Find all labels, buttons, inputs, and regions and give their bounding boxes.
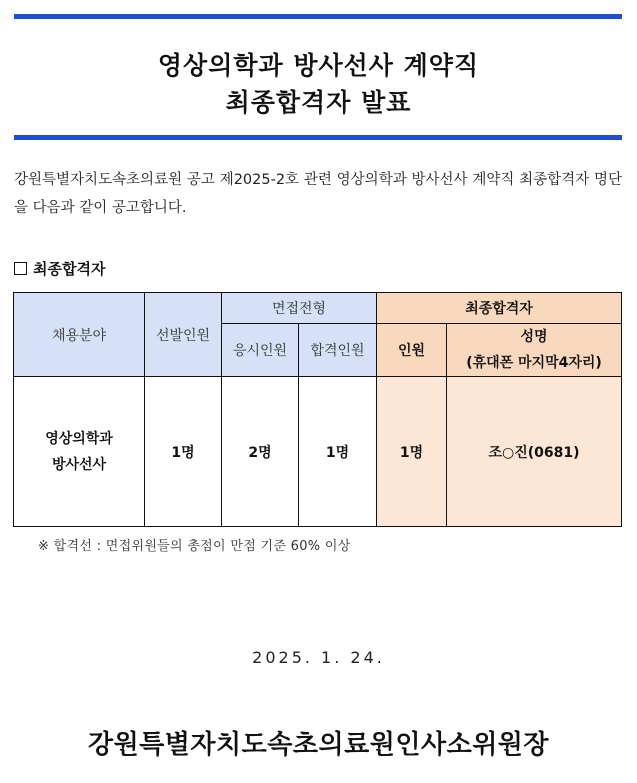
header-field: 채용분야 (14, 293, 145, 377)
title-bottom-rule (14, 135, 622, 140)
header-name (447, 324, 622, 377)
issuer-signature: 강원특별자치도속초의료원인사소위원장 (87, 730, 550, 760)
cell-field-line2: 방사선사 (51, 456, 107, 473)
table-row (14, 377, 622, 527)
section-heading (14, 258, 105, 279)
cell-field-line1: 영상의학과 (45, 430, 113, 447)
header-name-line2: (휴대폰 마지막4자리) (466, 355, 602, 371)
header-final-group: 최종합격자 (377, 293, 622, 324)
section-heading-label: 최종합격자 (33, 260, 106, 278)
cell-name: 조○진(0681) (447, 377, 622, 527)
page-title-line1: 영상의학과 방사선사 계약직 (157, 51, 480, 80)
header-name-line1: 성명 (520, 329, 548, 345)
square-bullet-icon (14, 262, 27, 275)
top-rule (14, 14, 622, 19)
table-header-row-1 (14, 293, 622, 324)
header-applicants: 응시인원 (222, 324, 299, 377)
cell-applicants: 2명 (222, 377, 299, 527)
announcement-date: 2025. 1. 24. (252, 648, 385, 667)
cell-passed: 1명 (299, 377, 377, 527)
cell-selection: 1명 (145, 377, 222, 527)
page-title-line2: 최종합격자 발표 (225, 88, 412, 117)
passing-criteria-note: ※ 합격선 : 면접위원들의 총점이 만점 기준 60% 이상 (38, 539, 351, 554)
header-interview-group: 면접전형 (222, 293, 377, 324)
header-passed: 합격인원 (299, 324, 377, 377)
cell-final-count: 1명 (377, 377, 447, 527)
cell-field (14, 377, 145, 527)
header-final-count: 인원 (377, 324, 447, 377)
results-table (13, 292, 622, 527)
header-selection: 선발인원 (145, 293, 222, 377)
announcement-intro: 강원특별자치도속초의료원 공고 제2025-2호 관련 영상의학과 방사선사 계약직 최종합격자 명단을 다음과 같이 공고합니다. (14, 172, 622, 216)
